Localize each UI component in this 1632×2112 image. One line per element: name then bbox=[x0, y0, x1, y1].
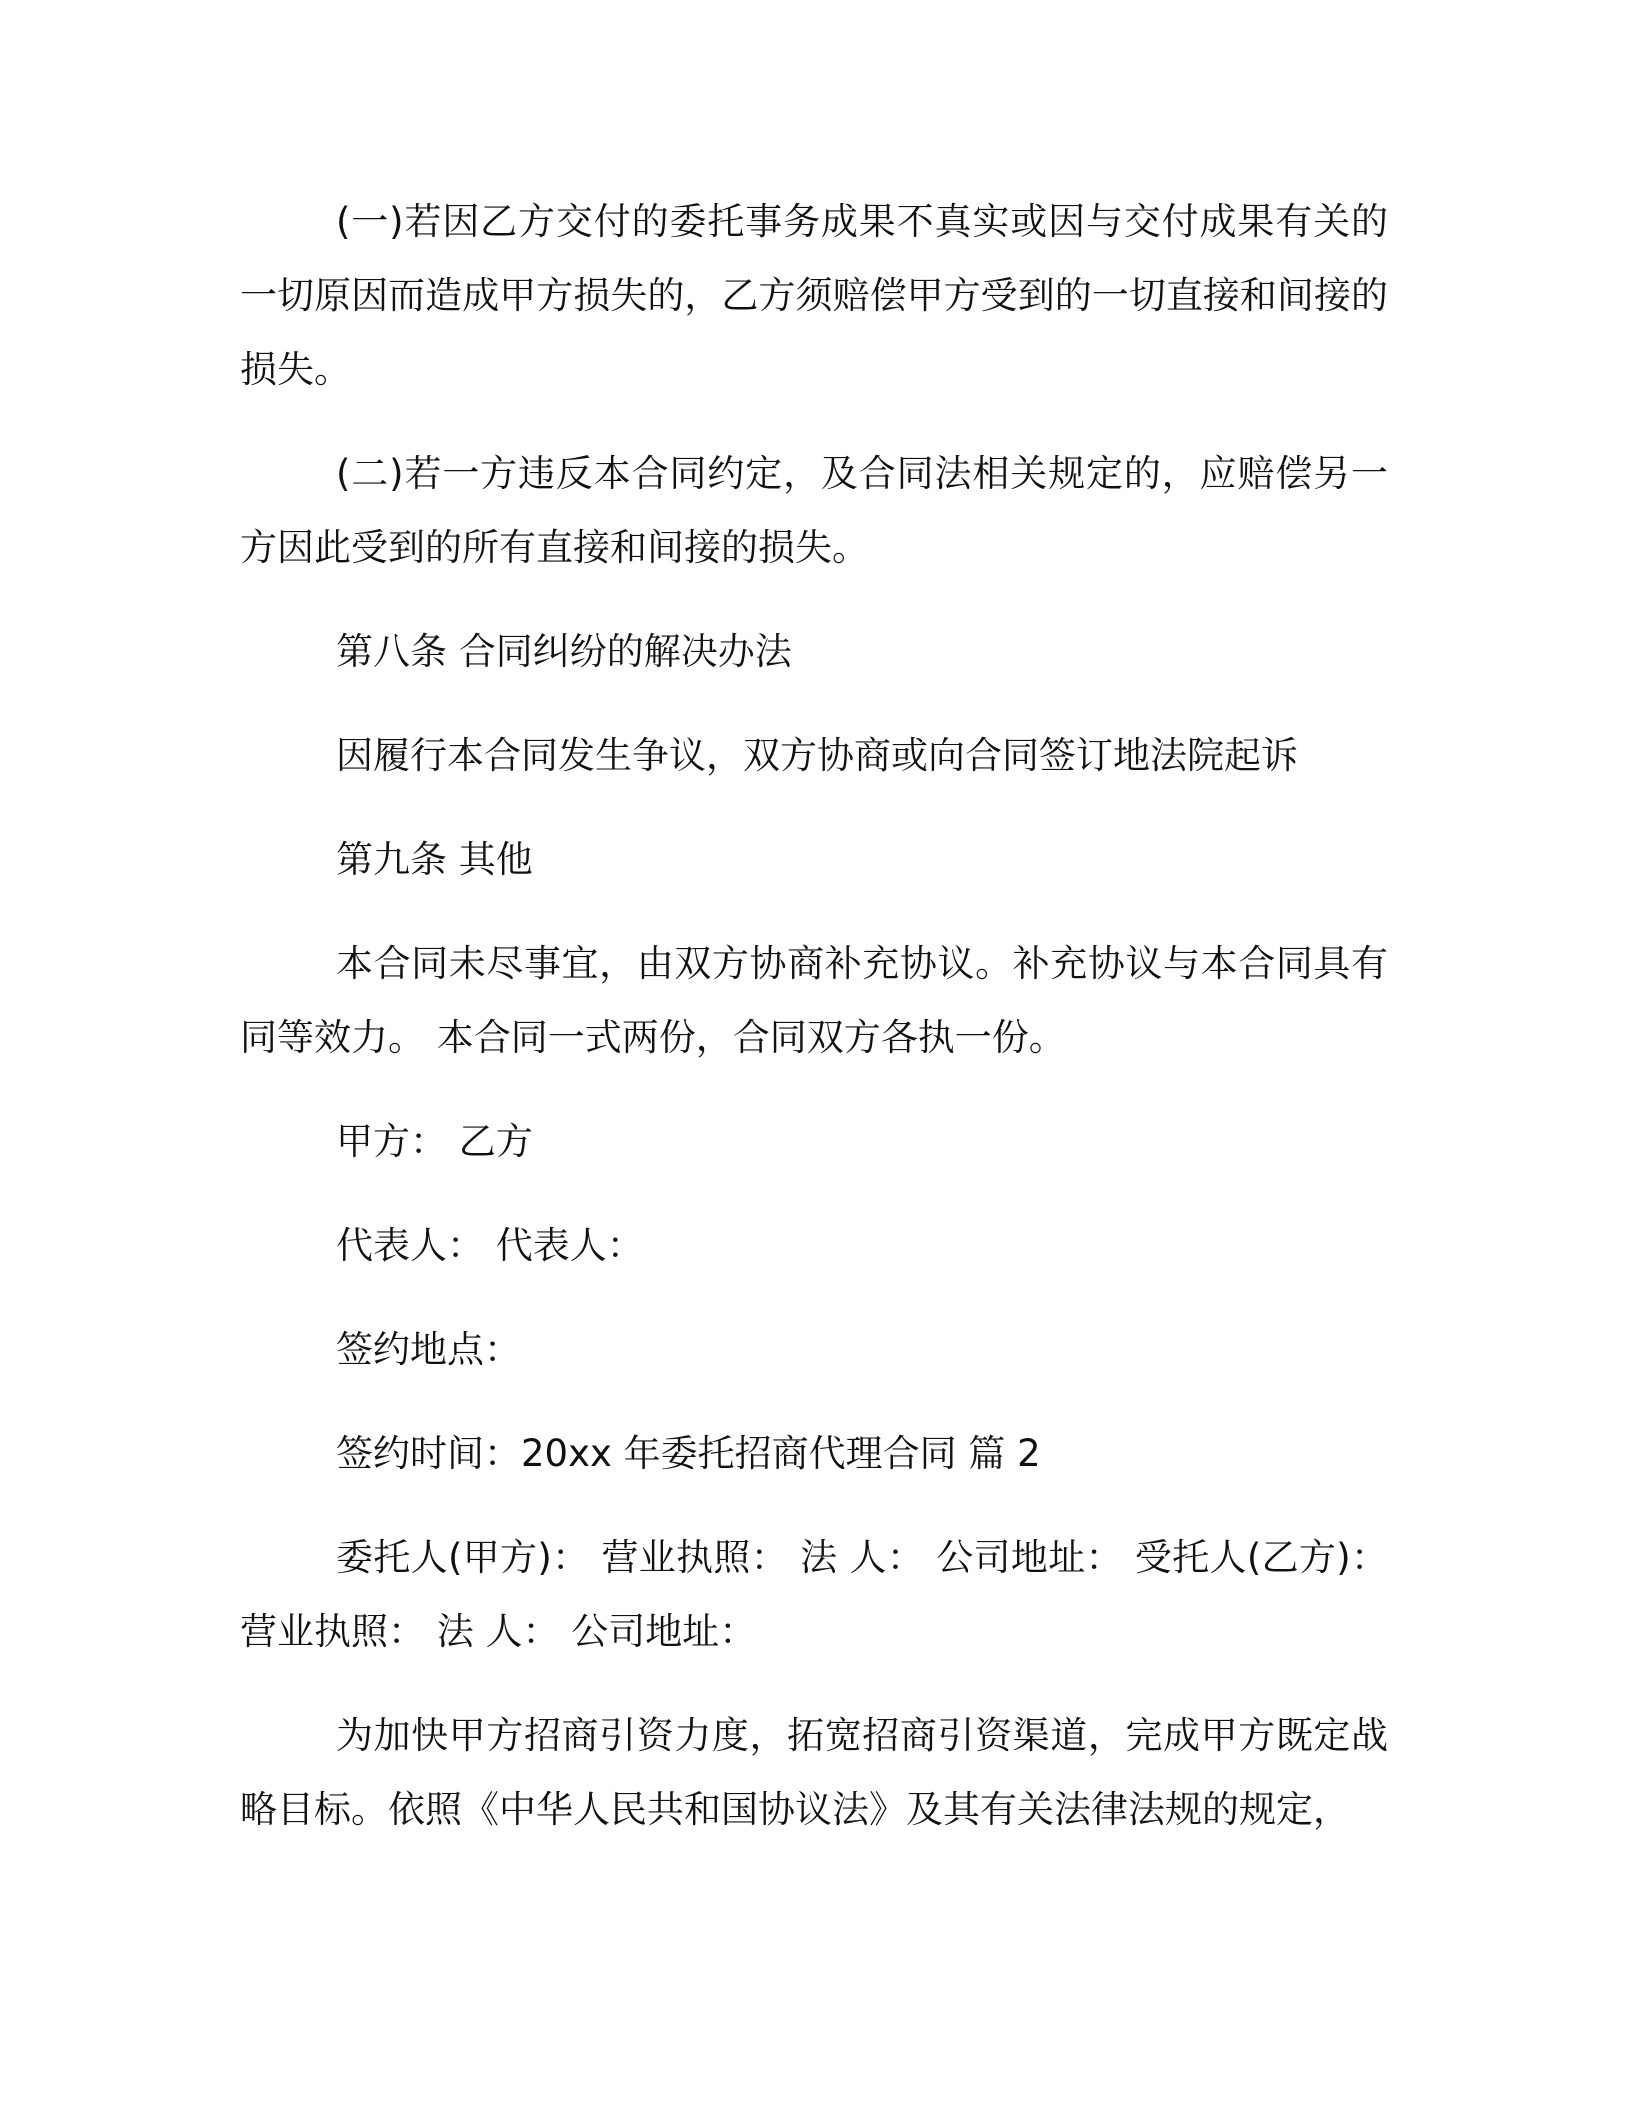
heading-article-8: 第八条 合同纠纷的解决办法 bbox=[336, 630, 792, 673]
signing-time: 签约时间：20xx 年委托招商代理合同 篇 2 bbox=[336, 1432, 1041, 1475]
paragraph-dispute-resolution: 因履行本合同发生争议，双方协商或向合同签订地法院起诉 bbox=[336, 734, 1298, 777]
paragraph-other-terms: 本合同未尽事宜，由双方协商补充协议。补充协议与本合同具有同等效力。 本合同一式两份，合同双方各执一份。 bbox=[240, 942, 1388, 1059]
paragraph-compensation-2: (二)若一方违反本合同约定，及合同法相关规定的，应赔偿另一方因此受到的所有直接和间接的损失。 bbox=[240, 452, 1388, 569]
signature-parties: 甲方： 乙方 bbox=[336, 1120, 533, 1163]
paragraph-compensation-1: (一)若因乙方交付的委托事务成果不真实或因与交付成果有关的一切原因而造成甲方损失的，乙方须赔偿甲方受到的一切直接和间接的损失。 bbox=[240, 200, 1388, 391]
paragraph-preamble: 为加快甲方招商引资力度，拓宽招商引资渠道，完成甲方既定战略目标。依照《中华人民共和国协议法》及其有关法律法规的规定， bbox=[240, 1714, 1388, 1831]
parties-info: 委托人(甲方)： 营业执照： 法 人： 公司地址： 受托人(乙方)：营业执照： 法 人： 公司地址： bbox=[240, 1536, 1388, 1653]
signing-place: 签约地点： bbox=[336, 1328, 521, 1371]
heading-article-9: 第九条 其他 bbox=[336, 838, 533, 881]
signature-representatives: 代表人： 代表人： bbox=[336, 1224, 644, 1267]
document-page bbox=[240, 185, 1388, 1877]
